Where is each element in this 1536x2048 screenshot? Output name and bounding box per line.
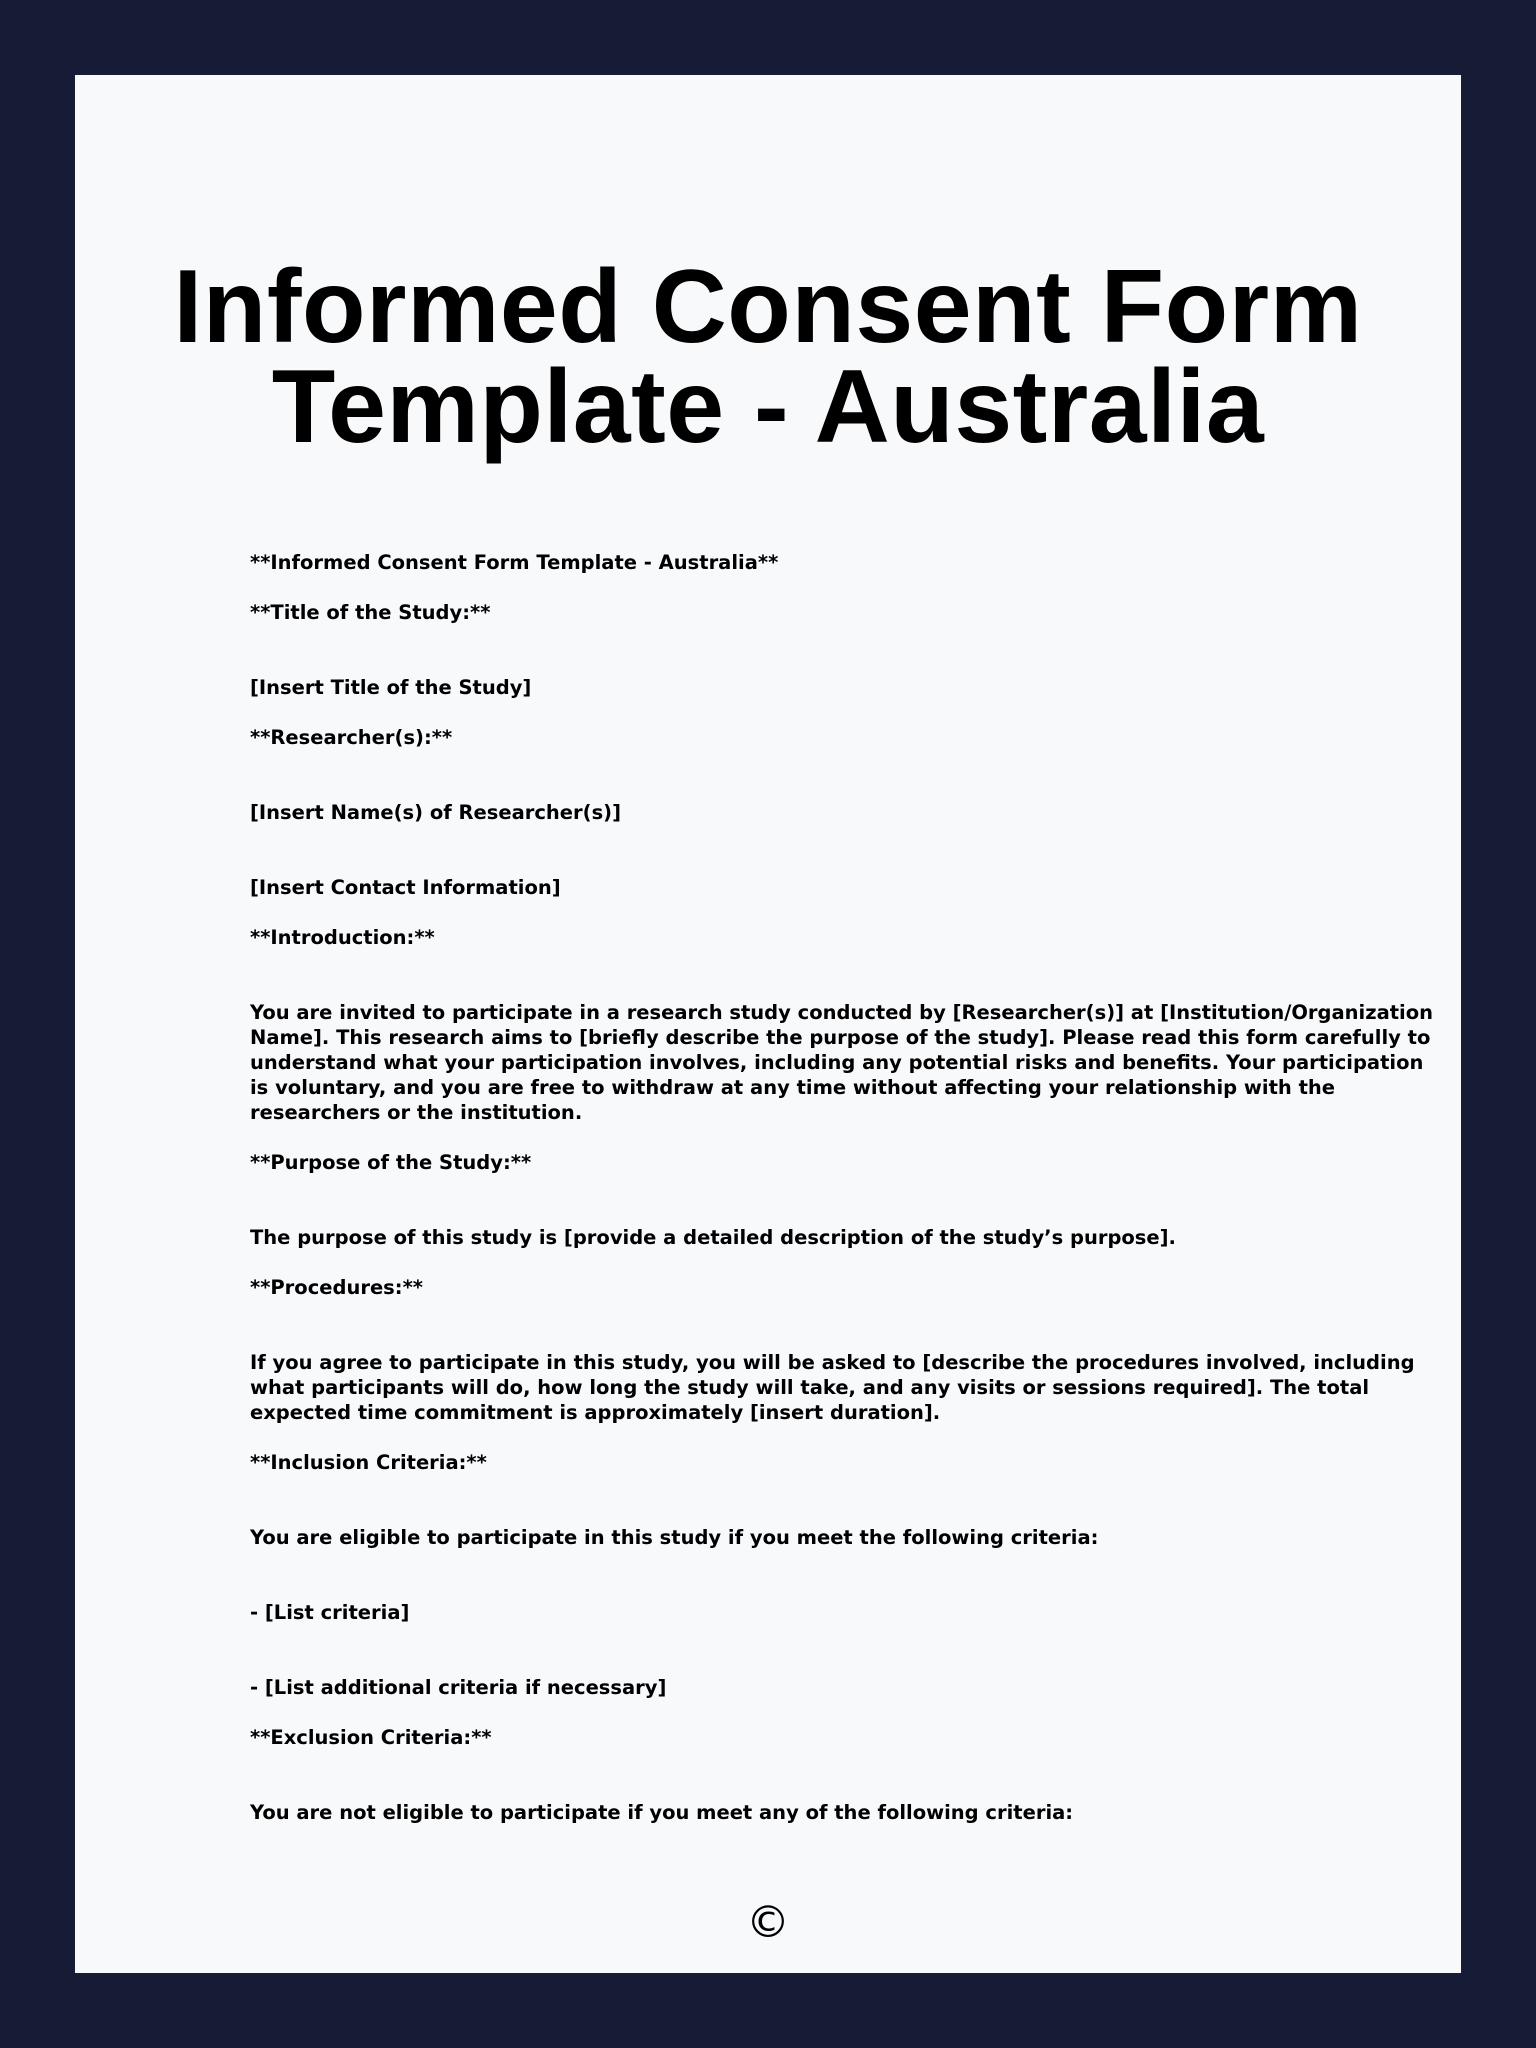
purpose-paragraph: The purpose of this study is [provide a detailed description of the study’s purpose]. xyxy=(250,1226,1176,1249)
procedures-paragraph xyxy=(250,1350,1415,1425)
procedures-label: **Procedures:** xyxy=(250,1276,423,1299)
introduction-line: is voluntary, and you are free to withdraw at any time without affecting your relationship with the xyxy=(250,1076,1335,1099)
introduction-line: Name]. This research aims to [briefly describe the purpose of the study]. Please read this form carefully to xyxy=(250,1026,1431,1049)
researchers-value: [Insert Name(s) of Researcher(s)] xyxy=(250,801,621,824)
contact-information-value: [Insert Contact Information] xyxy=(250,876,561,899)
purpose-label: **Purpose of the Study:** xyxy=(250,1151,532,1174)
title-of-study-label: **Title of the Study:** xyxy=(250,601,491,624)
introduction-label: **Introduction:** xyxy=(250,926,435,949)
introduction-line: You are invited to participate in a research study conducted by [Researcher(s)] at [Institution/Organization xyxy=(250,1001,1434,1024)
exclusion-criteria-intro: You are not eligible to participate if you meet any of the following criteria: xyxy=(250,1801,1074,1824)
inclusion-criteria-item: - [List additional criteria if necessary] xyxy=(250,1676,667,1699)
procedures-line: expected time commitment is approximately [insert duration]. xyxy=(250,1401,941,1424)
document-title xyxy=(75,249,1461,465)
procedures-line: If you agree to participate in this study, you will be asked to [describe the procedures involved, including xyxy=(250,1351,1415,1374)
introduction-paragraph xyxy=(250,1000,1434,1125)
introduction-line: researchers or the institution. xyxy=(250,1101,583,1124)
body-heading: **Informed Consent Form Template - Australia** xyxy=(250,551,779,574)
procedures-line: what participants will do, how long the study will take, and any visits or sessions required]. The total xyxy=(250,1376,1370,1399)
researchers-label: **Researcher(s):** xyxy=(250,726,453,749)
title-of-study-value: [Insert Title of the Study] xyxy=(250,676,532,699)
exclusion-criteria-label: **Exclusion Criteria:** xyxy=(250,1726,492,1749)
inclusion-criteria-intro: You are eligible to participate in this study if you meet the following criteria: xyxy=(250,1526,1099,1549)
inclusion-criteria-label: **Inclusion Criteria:** xyxy=(250,1451,487,1474)
document-title-line-1: Informed Consent Form xyxy=(173,249,1363,365)
introduction-line: understand what your participation involves, including any potential risks and benefits. Your participation xyxy=(250,1051,1424,1074)
document-page xyxy=(75,75,1461,1973)
inclusion-criteria-item: - [List criteria] xyxy=(250,1601,410,1624)
document-title-line-2: Template - Australia xyxy=(271,349,1265,465)
copyright-icon: © xyxy=(746,1897,790,1948)
